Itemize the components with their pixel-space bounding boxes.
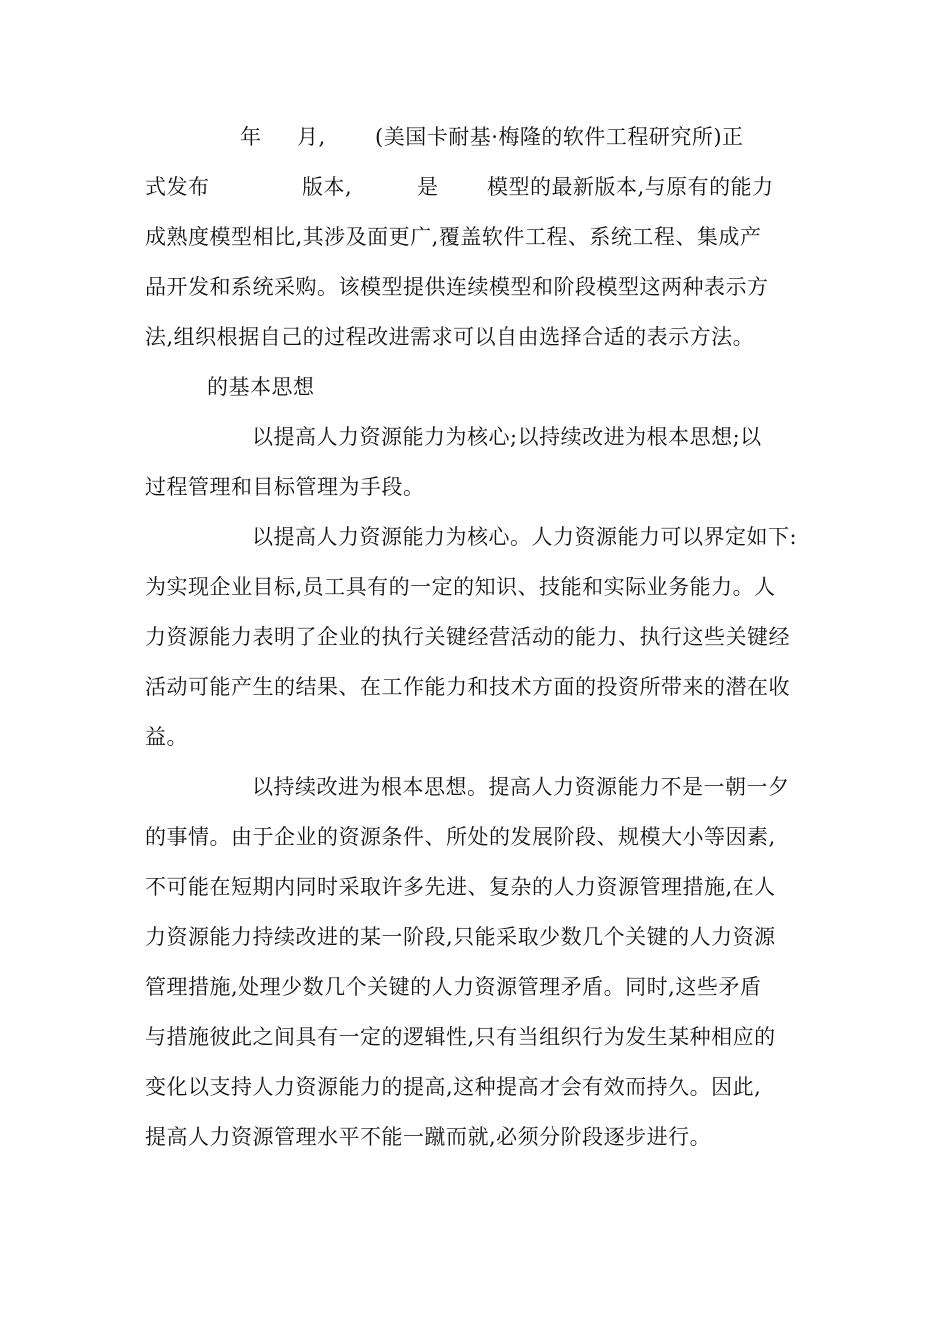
improve-line-7: 变化以支持人力资源能力的提高,这种提高才会有效而持久。因此, [145,1075,762,1099]
intro-line-4: 品开发和系统采购。该模型提供连续模型和阶段模型这两种表示方 [145,275,769,299]
improve-line-4: 力资源能力持续改进的某一阶段,只能采取少数几个关键的人力资源 [145,925,776,949]
improve-line-6: 与措施彼此之间具有一定的逻辑性,只有当组织行为发生某种相应的 [145,1025,776,1049]
core-line-4: 活动可能产生的结果、在工作能力和技术方面的投资所带来的潜在收 [145,675,790,699]
improve-line-8: 提高人力资源管理水平不能一蹴而就,必须分阶段逐步进行。 [145,1125,712,1149]
improve-line-5: 管理措施,处理少数几个关键的人力资源管理矛盾。同时,这些矛盾 [145,975,762,999]
core-line-2: 为实现企业目标,员工具有的一定的知识、技能和实际业务能力。人 [145,575,776,599]
intro-month-text: 月, [297,125,326,149]
intro-is-text: 是 [417,175,439,199]
core-line-3: 力资源能力表明了企业的执行关键经营活动的能力、执行这些关键经 [145,625,790,649]
intro-version-text: 版本, [302,175,353,199]
intro-line-3: 成熟度模型相比,其涉及面更广,覆盖软件工程、系统工程、集成产 [145,225,762,249]
core-line-5: 益。 [145,725,188,749]
summary-line-1: 以提高人力资源能力为核心;以持续改进为根本思想;以 [252,425,762,449]
intro-year-text: 年 [240,125,262,149]
core-line-1: 以提高人力资源能力为核心。人力资源能力可以界定如下: [252,525,798,549]
intro-model-text: 模型的最新版本,与原有的能力 [487,175,774,199]
improve-line-2: 的事情。由于企业的资源条件、所处的发展阶段、规模大小等因素, [145,825,776,849]
intro-line-5: 法,组织根据自己的过程改进需求可以自由选择合适的表示方法。 [145,325,755,349]
intro-release-text: 式发布 [145,175,210,199]
improve-line-3: 不可能在短期内同时采取许多先进、复杂的人力资源管理措施,在人 [145,875,776,899]
section-heading: 的基本思想 [207,375,315,399]
intro-line-2 [145,172,815,202]
improve-line-1: 以持续改进为根本思想。提高人力资源能力不是一朝一夕 [252,775,790,799]
intro-line-1 [145,122,815,152]
summary-line-2: 过程管理和目标管理为手段。 [145,475,425,499]
intro-org-text: (美国卡耐基·梅隆的软件工程研究所)正 [375,125,744,149]
